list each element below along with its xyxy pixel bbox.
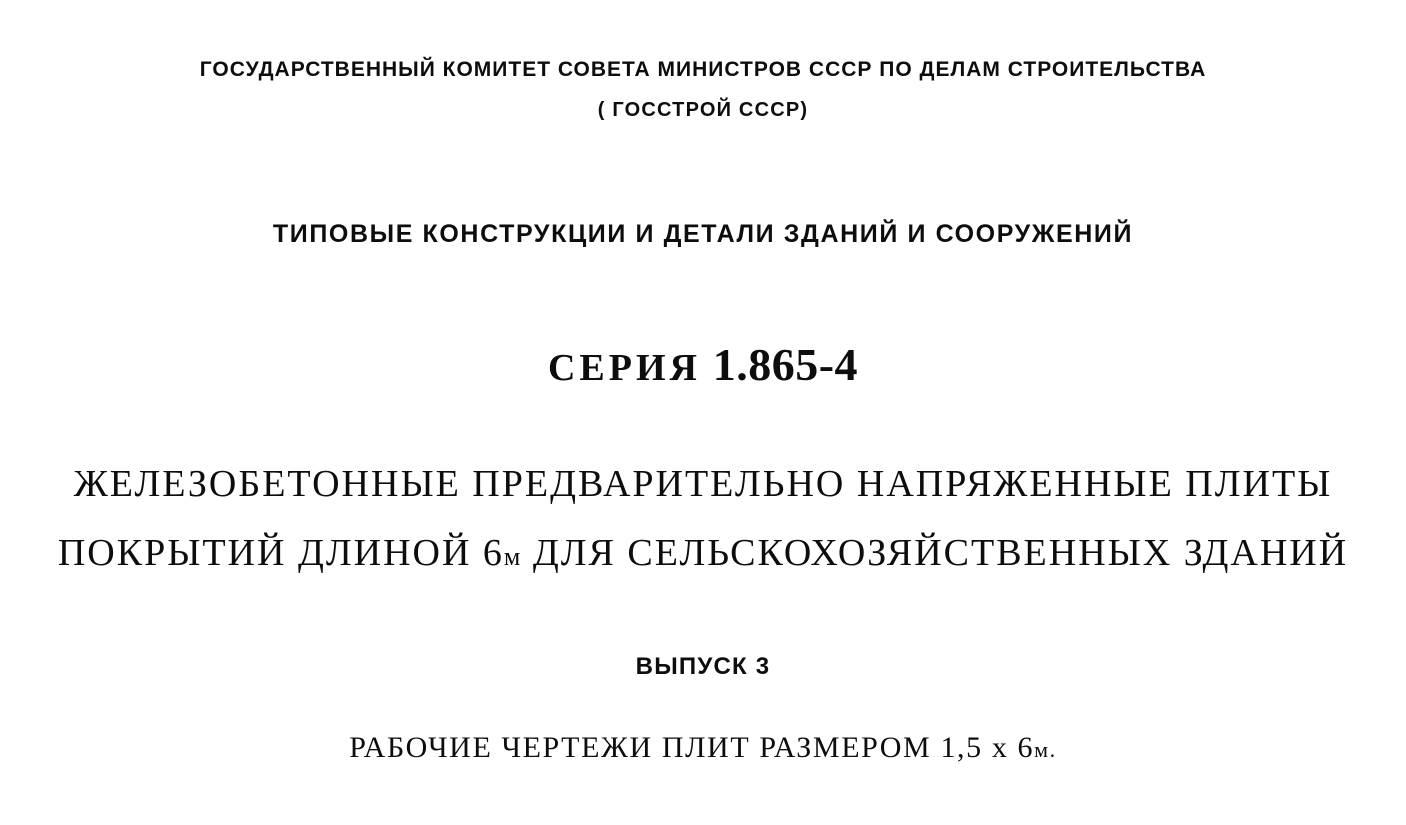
series-heading — [0, 338, 1406, 391]
subtitle-text: РАБОЧИЕ ЧЕРТЕЖИ ПЛИТ РАЗМЕРОМ — [349, 731, 932, 764]
issue-number: 3 — [755, 653, 771, 680]
subtitle-size-value: 1,5 х 6 — [940, 731, 1035, 764]
document-title-line-1: ЖЕЛЕЗОБЕТОННЫЕ ПРЕДВАРИТЕЛЬНО НАПРЯЖЕННЫЕ ПЛИТЫ — [73, 463, 1333, 505]
issue-label: ВЫПУСК — [635, 653, 748, 680]
issuing-authority-line-1: ГОСУДАРСТВЕННЫЙ КОМИТЕТ СОВЕТА МИНИСТРОВ СССР ПО ДЕЛАМ СТРОИТЕЛЬСТВА — [199, 58, 1207, 81]
series-label: СЕРИЯ — [547, 347, 701, 389]
document-subtitle — [0, 731, 1406, 765]
document-title-line-2-part-1: ПОКРЫТИЙ ДЛИНОЙ — [57, 532, 472, 574]
document-title-line-2 — [0, 531, 1406, 575]
issuing-authority-line-2: ( ГОССТРОЙ СССР) — [597, 99, 809, 121]
document-title-line-2-part-2: ДЛЯ СЕЛЬСКОХОЗЯЙСТВЕННЫХ ЗДАНИЙ — [532, 532, 1349, 574]
series-number: 1.865-4 — [712, 339, 859, 390]
collection-title: ТИПОВЫЕ КОНСТРУКЦИИ И ДЕТАЛИ ЗДАНИЙ И СООРУЖЕНИЙ — [272, 220, 1134, 248]
subtitle-size-unit: м. — [1034, 737, 1057, 762]
issue-heading — [0, 653, 1406, 681]
document-title-length-unit: м — [503, 542, 522, 571]
document-title-length-value: 6 — [482, 532, 504, 574]
